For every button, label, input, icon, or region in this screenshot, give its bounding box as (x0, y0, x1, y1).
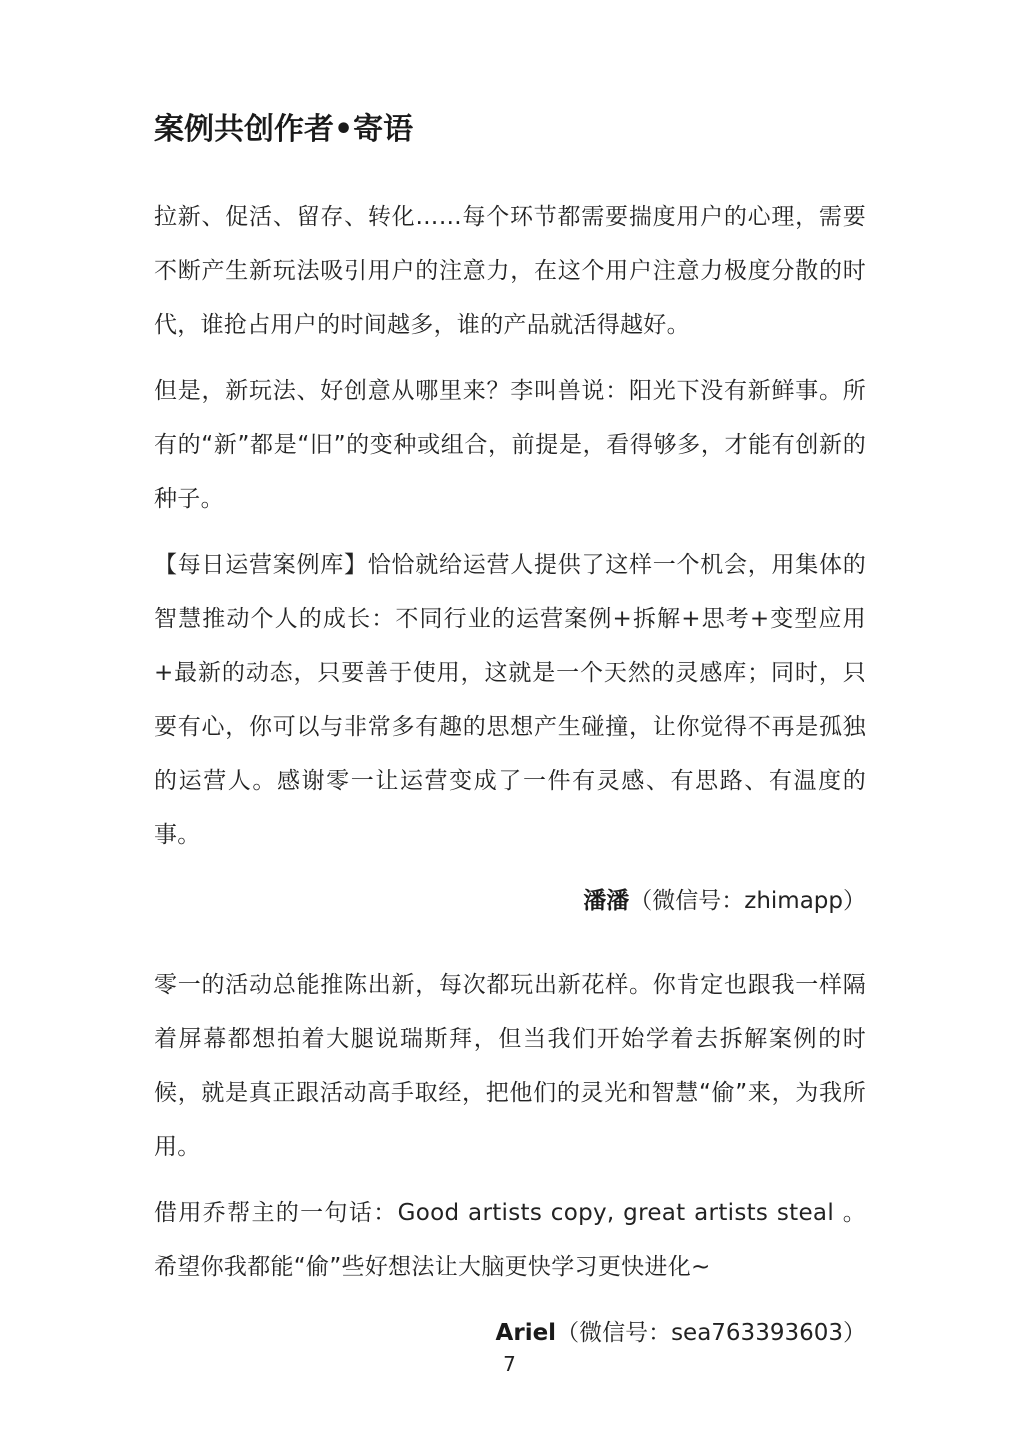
signature-panpan (154, 874, 866, 928)
paragraph-5: 借用乔帮主的一句话：Good artists copy, great artists steal 。希望你我都能“偷”些好想法让大脑更快学习更快进化~ (154, 1200, 866, 1280)
signature-handle: （微信号：sea763393603） (556, 1320, 866, 1346)
page-number: 7 (503, 1352, 516, 1376)
signature-name: Ariel (495, 1320, 557, 1346)
paragraph-1: 拉新、促活、留存、转化……每个环节都需要揣度用户的心理，需要不断产生新玩法吸引用户的注意力，在这个用户注意力极度分散的时代，谁抢占用户的时间越多，谁的产品就活得越好。 (154, 204, 866, 338)
signature-handle: （微信号：zhimapp） (629, 888, 866, 914)
paragraph-3: 【每日运营案例库】恰恰就给运营人提供了这样一个机会，用集体的智慧推动个人的成长：不同行业的运营案例+拆解+思考+变型应用+最新的动态，只要善于使用，这就是一个天然的灵感库；同时，只要有心，你可以与非常多有趣的思想产生碰撞，让你觉得不再是孤独的运营人。感谢零一让运营变成了一件有灵感、有思路、有温度的事。 (154, 552, 866, 848)
signature-name: 潘潘 (583, 888, 630, 914)
main-content (154, 190, 866, 1390)
page-title: 案例共创作者•寄语 (154, 112, 414, 147)
paragraph-4: 零一的活动总能推陈出新，每次都玩出新花样。你肯定也跟我一样隔着屏幕都想拍着大腿说瑞斯拜，但当我们开始学着去拆解案例的时候，就是真正跟活动高手取经，把他们的灵光和智慧“偷”来，为我所用。 (154, 972, 866, 1160)
paragraph-2: 但是，新玩法、好创意从哪里来？李叫兽说：阳光下没有新鲜事。所有的“新”都是“旧”的变种或组合，前提是，看得够多，才能有创新的种子。 (154, 378, 866, 512)
